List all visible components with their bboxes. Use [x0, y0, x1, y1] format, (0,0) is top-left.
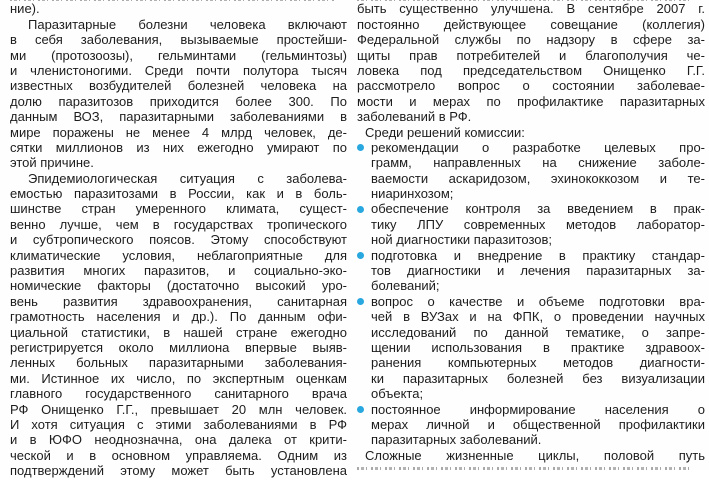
text-line [10, 309, 347, 324]
text-line [357, 309, 705, 324]
text-line [357, 140, 705, 155]
text-line [10, 232, 347, 247]
text-line-content: номические факторы (достаточно высокий уро- [10, 278, 347, 294]
text-line [357, 432, 705, 447]
text-line [10, 402, 347, 417]
text-line-content: Среди решений комиссии: [365, 124, 525, 140]
text-line-content: постоянно действующее совещание (коллегия) [357, 16, 705, 32]
text-line [10, 32, 347, 47]
text-line [357, 448, 705, 463]
text-line [10, 48, 347, 63]
text-line [357, 171, 705, 186]
text-line-content: ниаринхозом; [371, 186, 454, 202]
text-line-content: ловека под председательством Онищенко Г.Г. [357, 62, 705, 78]
text-line [357, 263, 705, 278]
text-line [357, 371, 705, 386]
text-line-content: и субтропического поясов. Этому способствуют [10, 232, 347, 248]
text-line-content: ми. Истинное их число, по экспертным оценкам [10, 370, 347, 386]
text-line [357, 1, 705, 16]
text-line-content: данным ВОЗ, паразитарными заболеваниями в [10, 109, 347, 125]
text-line [10, 201, 347, 216]
text-line-content: грамм, направленных на снижение заболе- [371, 155, 705, 171]
text-line [10, 448, 347, 463]
text-line-content: обеспечение контроля за введением в прак- [371, 201, 705, 217]
text-line-content: болеваний; [371, 278, 440, 294]
text-column-right [357, 0, 705, 483]
bullet-icon [357, 406, 364, 413]
text-line-content: долю паразитозов приходится более 300. По [10, 93, 347, 109]
text-line [357, 63, 705, 78]
text-line [10, 248, 347, 263]
text-line-content: тику ЛПУ современных методов лаборатор- [371, 216, 705, 232]
bullet-icon [357, 206, 364, 213]
text-line [10, 63, 347, 78]
text-line-content: тов диагностики и лечения паразитарных за- [371, 263, 705, 279]
text-line [357, 94, 705, 109]
clipped-line-fragment [357, 463, 705, 482]
bullet-icon [357, 298, 364, 305]
text-line-content: ки паразитарных болезней без визуализации [371, 370, 705, 386]
text-line-content: и членистоногими. Среди почти полутора тысяч [10, 62, 347, 78]
text-line [10, 432, 347, 447]
text-line-content: мости и мерах по профилактике паразитарных [357, 93, 705, 109]
text-line-content: постоянное информирование населения о [371, 401, 705, 417]
text-line-content: И хотя ситуация с этими заболеваниями в РФ [10, 416, 347, 432]
text-line [10, 78, 347, 93]
text-line [357, 109, 705, 124]
text-line [357, 125, 705, 140]
text-line [357, 386, 705, 401]
text-line [10, 294, 347, 309]
text-line-content: мерах личной и общественной профилактики [371, 416, 705, 432]
text-line-content: ной диагностики паразитозов; [371, 232, 553, 248]
text-line [10, 140, 347, 155]
text-line [357, 340, 705, 355]
text-line [357, 17, 705, 32]
text-line-content: этой причине. [10, 155, 94, 171]
text-line-content: в себя заболевания, вызываемые простейши- [10, 32, 347, 48]
text-line [357, 32, 705, 47]
text-line-content: быть существенно улучшена. В сентябре 2007 г. [357, 1, 705, 17]
text-line-content: главного государственного санитарного врача [10, 386, 347, 402]
text-line-content: известных возбудителей болезней человека на [10, 78, 347, 94]
text-line-content: Сложные жизненные циклы, половой путь [365, 447, 705, 463]
text-line-content: ленных больных паразитарными заболевания- [10, 355, 347, 371]
text-line-content: мире поражены не менее 4 млрд человек, де- [10, 124, 347, 140]
text-line [10, 217, 347, 232]
text-line-content: вопрос о качестве и объеме подготовки вра- [371, 293, 705, 309]
text-line [10, 155, 347, 170]
text-line-content: сятки миллионов из них ежегодно умирают по [10, 139, 347, 155]
text-line-content: грамотность населения и др.). По данным офи- [10, 309, 347, 325]
text-line [10, 263, 347, 278]
text-line [357, 294, 705, 309]
text-line-content: подтверждений этому может быть установлена [10, 463, 347, 479]
text-line [10, 355, 347, 370]
text-line-content: ческой и в основном управляема. Одним из [10, 447, 347, 463]
text-line [357, 217, 705, 232]
text-line [10, 171, 347, 186]
text-line [357, 325, 705, 340]
clipped-glyph-strip [357, 467, 691, 470]
text-line-content: емостью паразитозами в России, как и в боль- [10, 186, 347, 202]
text-line [10, 463, 347, 478]
bullet-icon [357, 252, 364, 259]
text-line-content: венно лучше, чем в государствах тропического [10, 216, 347, 232]
text-line [357, 201, 705, 216]
text-line [10, 1, 347, 16]
text-line-content: заболеваний в РФ. [357, 109, 472, 125]
text-column-left [10, 0, 347, 479]
text-line [357, 186, 705, 201]
text-line-content: чей в ВУЗах и на ФПК, о проведении научных [371, 309, 705, 325]
text-line-content: развития многих паразитов, и социально-эко- [10, 263, 347, 279]
text-line-content: ранения компьютерных методов диагности- [371, 355, 705, 371]
text-line [10, 186, 347, 201]
text-line [357, 78, 705, 93]
text-line-content: вень развития здравоохранения, санитарная [10, 293, 347, 309]
text-line-content: климатические условия, неблагоприятные для [10, 247, 347, 263]
text-line [357, 248, 705, 263]
text-line-content: объекта; [371, 386, 424, 402]
text-line-content: ваемости аскаридозом, эхинококкозом и те- [371, 170, 705, 186]
text-line-content: щении использования в практике здравоох- [371, 339, 705, 355]
text-line-content: исследований по данной тематике, о запре- [371, 324, 705, 340]
text-line [10, 109, 347, 124]
text-line [10, 278, 347, 293]
text-line-content: ние). [10, 1, 40, 17]
text-line [357, 48, 705, 63]
text-line [10, 17, 347, 32]
text-line-content: щиты прав потребителей и благополучия че- [357, 47, 705, 63]
text-line [10, 325, 347, 340]
text-line-content: рассмотрело вопрос о состоянии заболевае- [357, 78, 705, 94]
text-line [357, 155, 705, 170]
text-line-content: Эпидемиологическая ситуация с заболева- [28, 170, 347, 186]
text-line-content: регистрируется около миллиона впервые выяв- [10, 339, 347, 355]
text-line-content: и в ЮФО неоднозначна, она далека от крити- [10, 432, 347, 448]
text-line-content: рекомендации о разработке целевых про- [371, 139, 705, 155]
text-line [357, 232, 705, 247]
text-line-content: подготовка и внедрение в практику стандар- [371, 247, 705, 263]
text-line-content: шинстве стран умеренного климата, сущест- [10, 201, 347, 217]
text-line [10, 371, 347, 386]
text-line [357, 417, 705, 432]
text-line [10, 94, 347, 109]
text-line [357, 402, 705, 417]
text-line-content: ми (протозоозы), гельминтами (гельминтозы) [10, 47, 347, 63]
text-line [10, 340, 347, 355]
text-line-content: РФ Онищенко Г.Г., превышает 20 млн человек. [10, 401, 347, 417]
text-line-content: Паразитарные болезни человека включают [28, 16, 347, 32]
text-line-content: циальной статистики, в нашей стране ежегодно [10, 324, 347, 340]
bullet-icon [357, 144, 364, 151]
text-line [10, 386, 347, 401]
text-line-content: паразитарных заболеваний. [371, 432, 542, 448]
text-line [357, 278, 705, 293]
text-line [10, 417, 347, 432]
text-line-content: Федеральной службы по надзору в сфере за- [357, 32, 705, 48]
text-line [357, 355, 705, 370]
text-line [10, 125, 347, 140]
